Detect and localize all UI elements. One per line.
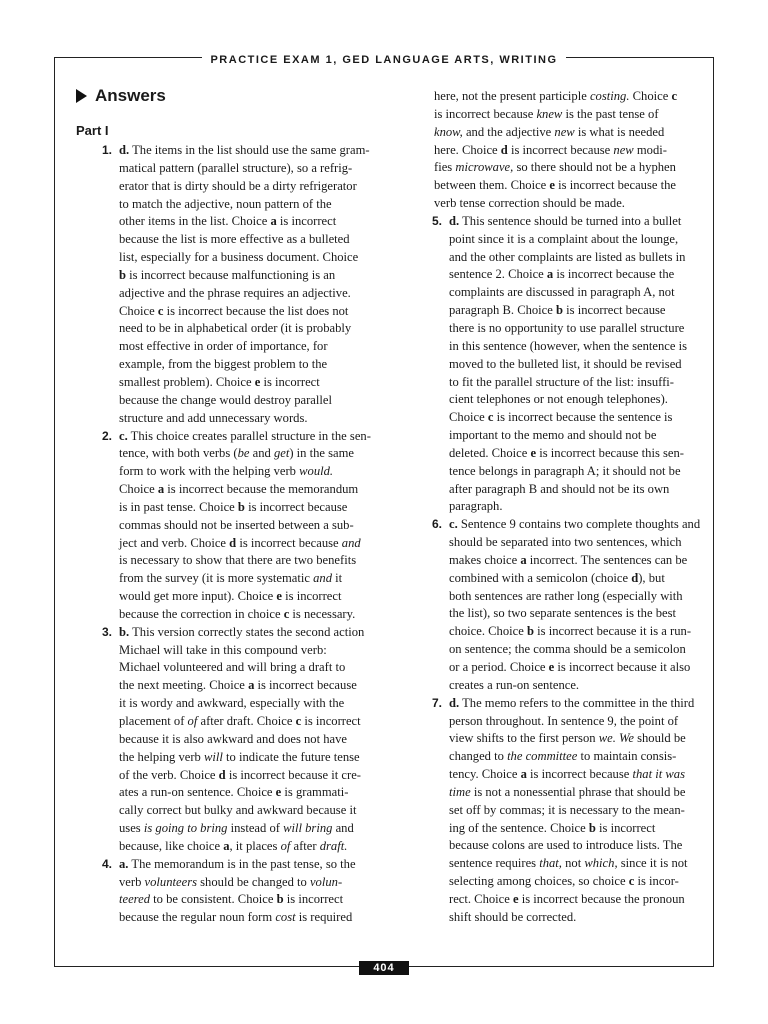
answer-line: tence belongs in paragraph A; it should not be [449, 463, 681, 478]
answer-line: ates a run-on sentence. Choice e is grammati- [119, 785, 349, 800]
answer-line: most effective in order of importance, for [119, 339, 328, 354]
answer-line: because colons are used to introduce lists. The [449, 838, 683, 853]
left-column [74, 142, 378, 927]
part-title: Part I [76, 123, 109, 138]
continuation-line: here, not the present participle costing. Choice c [434, 89, 678, 103]
triangle-bullet-icon [76, 89, 87, 103]
answer-line: there is no opportunity to use parallel structure [449, 320, 685, 335]
answer-line: d. The memo refers to the committee in the third [449, 695, 695, 710]
answer-line: deleted. Choice e is incorrect because this sen- [449, 445, 684, 460]
answer-line: of the verb. Choice d is incorrect because it cre- [119, 767, 361, 782]
right-column-answers [404, 213, 704, 927]
answer-line: changed to the committee to maintain consis- [449, 749, 677, 764]
answer-line: b. This version correctly states the second action [119, 624, 365, 639]
answer-line: sentence requires that, not which, since it is not [449, 856, 688, 871]
answer-line: makes choice a incorrect. The sentences can be [449, 552, 688, 567]
answer-line: the list), so two separate sentences is the best [449, 606, 676, 621]
right-column [404, 88, 704, 927]
answer-line: important to the memo and should not be [449, 428, 657, 443]
answer-line: commas should not be inserted between a sub- [119, 517, 354, 532]
answer-line: combined with a semicolon (choice d), but [449, 570, 665, 585]
answer-line: placement of of after draft. Choice c is incorrect [119, 714, 361, 728]
answer-line: cient telephones or not enough telephones). [449, 392, 668, 407]
answer-line: c. Sentence 9 contains two complete thoughts and [449, 517, 701, 532]
answer-line: selecting among choices, so choice c is incor- [449, 874, 679, 889]
answer-line: cally correct but bulky and awkward because it [119, 803, 357, 818]
section-heading-text: Answers [95, 86, 166, 105]
answer-line: example, from the biggest problem to the [119, 357, 328, 372]
answer-line: d. This sentence should be turned into a bullet [449, 213, 682, 228]
answer-line: smallest problem). Choice e is incorrect [119, 374, 320, 389]
answer-line: point since it is a complaint about the lounge, [449, 231, 679, 246]
answer-line: is in past tense. Choice b is incorrect because [119, 499, 348, 514]
answer-item [404, 213, 704, 516]
answer-line: teered to be consistent. Choice b is incorrect [119, 892, 344, 907]
answer-line: shift should be corrected. [449, 909, 577, 924]
answer-line: the helping verb will to indicate the future tense [119, 749, 360, 764]
answer-line: because the list is more effective as a bulleted [119, 232, 350, 247]
answer-item [74, 142, 378, 428]
answer-line: a. The memorandum is in the past tense, so the [119, 856, 356, 871]
answer-line: the next meeting. Choice a is incorrect because [119, 678, 357, 693]
answer-line: to match the adjective, noun pattern of the [119, 196, 332, 211]
answer-line: ject and verb. Choice d is incorrect because and [119, 535, 361, 550]
continuation-line: is incorrect because knew is the past tense of [434, 106, 659, 121]
answer-line: tence, with both verbs (be and get) in the same [119, 446, 355, 461]
answer-line: need to be in alphabetical order (it is probably [119, 321, 352, 336]
answer-line: Michael volunteered and will bring a draft to [119, 660, 346, 675]
answer-line: rect. Choice e is incorrect because the pronoun [449, 891, 685, 906]
answer-item [74, 428, 378, 624]
continuation-line: know, and the adjective new is what is needed [434, 124, 665, 139]
header-title: PRACTICE EXAM 1, GED LANGUAGE ARTS, WRITING [202, 54, 565, 66]
answer-line: because the regular noun form cost is required [119, 910, 353, 925]
answer-line: set off by commas; it is necessary to the mean- [449, 802, 685, 817]
answer-line: erator that is dirty should be a dirty refrigerator [119, 178, 357, 193]
answer-line: paragraph. [449, 499, 503, 514]
answer-number: 4. [101, 856, 112, 871]
continuation-line: between them. Choice e is incorrect because the [434, 178, 676, 193]
continuation-line: fies microwave, so there should not be a hyphen [434, 160, 676, 175]
section-heading [76, 86, 166, 106]
answer-line: person throughout. In sentence 9, the point of [449, 713, 679, 728]
answer-item [74, 624, 378, 856]
answer-line: b is incorrect because malfunctioning is an [119, 267, 336, 282]
answer-line: on sentence; the comma should be a semicolon [449, 642, 686, 657]
answer-line: d. The items in the list should use the same gram- [119, 143, 370, 157]
answer-line: sentence 2. Choice a is incorrect because the [449, 267, 675, 282]
answer-line: ing of the sentence. Choice b is incorrect [449, 820, 656, 835]
page-number: 404 [359, 961, 408, 975]
answer-line: because it is also awkward and does not have [119, 731, 348, 746]
answer-line: Michael will take in this compound verb: [119, 642, 327, 657]
continuation-line: verb tense correction should be made. [434, 196, 625, 211]
answer-line: moved to the bulleted list, it should be revised [449, 356, 682, 371]
answer-line: because the correction in choice c is necessary. [119, 606, 356, 621]
answer-line: it is wordy and awkward, especially with the [119, 696, 345, 711]
continuation-line: here. Choice d is incorrect because new modi- [434, 142, 667, 157]
answer-line: verb volunteers should be changed to volun- [119, 874, 343, 889]
answer-line: structure and add unnecessary words. [119, 410, 308, 425]
answer-line: or a period. Choice e is incorrect because it also [449, 660, 691, 674]
answer-line: would get more input). Choice e is incorrect [119, 589, 342, 604]
answer-line: Choice c is incorrect because the sentence is [449, 410, 673, 425]
answer-line: uses is going to bring instead of will bring and [119, 821, 354, 836]
answer-line: creates a run-on sentence. [449, 677, 580, 692]
answer-number: 6. [431, 517, 442, 532]
answer-line: adjective and the phrase requires an adjective. [119, 285, 351, 300]
answer-line: paragraph B. Choice b is incorrect because [449, 303, 666, 318]
answer-number: 7. [431, 695, 442, 710]
answer-line: time is not a nonessential phrase that should be [449, 784, 686, 799]
answer-line: to fit the parallel structure of the list: insuffi- [449, 374, 674, 389]
answer-4-continuation [404, 88, 704, 213]
answer-item [404, 516, 704, 694]
page-footer [0, 958, 768, 976]
answer-line: Choice a is incorrect because the memorandum [119, 482, 359, 497]
answer-line: because, like choice a, it places of after draft. [119, 838, 348, 853]
answer-line: complaints are discussed in paragraph A, not [449, 285, 675, 300]
answer-line: is necessary to show that there are two benefits [119, 553, 357, 568]
answer-number: 5. [431, 213, 442, 228]
answer-line: both sentences are rather long (especially with [449, 588, 683, 603]
answer-line: Choice c is incorrect because the list does not [119, 303, 349, 318]
answer-line: c. This choice creates parallel structure in the sen- [119, 428, 371, 443]
answer-number: 1. [101, 143, 112, 157]
answer-line: tency. Choice a is incorrect because that it was [449, 767, 685, 782]
answer-number: 2. [101, 428, 112, 443]
answer-line: list, especially for a business document. Choice [119, 250, 359, 265]
answer-line: after paragraph B and should not be its own [449, 481, 670, 496]
running-header [0, 50, 768, 68]
answer-line: because the change would destroy parallel [119, 392, 332, 407]
answer-line: choice. Choice b is incorrect because it is a run- [449, 624, 692, 639]
answer-line: should be separated into two sentences, which [449, 535, 682, 550]
answer-line: other items in the list. Choice a is incorrect [119, 214, 337, 229]
answer-line: and the other complaints are listed as bullets in [449, 249, 686, 264]
answer-item [404, 695, 704, 927]
answer-line: in this sentence (however, when the sentence is [449, 338, 687, 353]
answer-item [74, 856, 378, 927]
answer-line: matical pattern (parallel structure), so a refrig- [119, 160, 353, 175]
answer-number: 3. [101, 624, 112, 639]
answer-line: form to work with the helping verb would. [119, 464, 334, 479]
answer-line: from the survey (it is more systematic and it [119, 571, 343, 586]
answer-line: view shifts to the first person we. We should be [449, 731, 686, 746]
